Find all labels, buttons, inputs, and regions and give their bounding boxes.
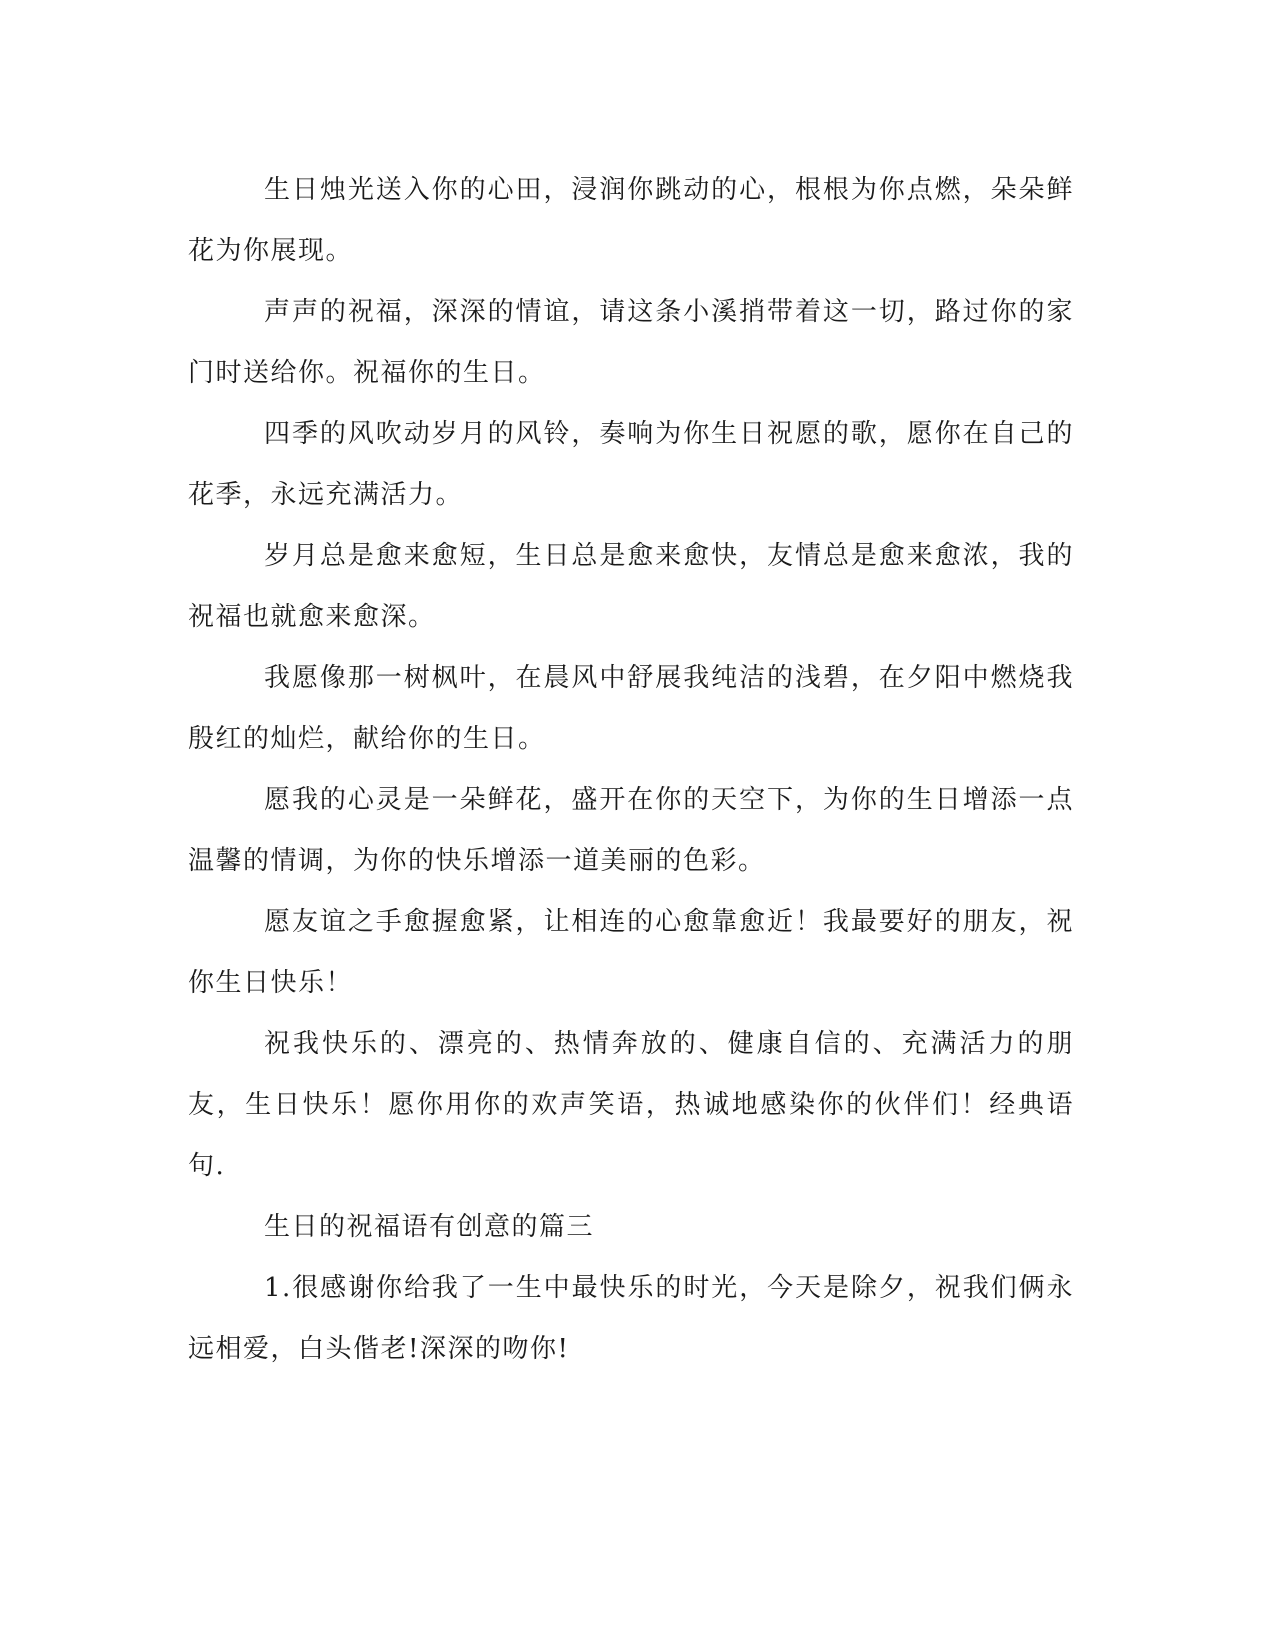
paragraph-1: 生日烛光送入你的心田，浸润你跳动的心，根根为你点燃，朵朵鲜花为你展现。 [188,175,1074,266]
paragraph-8: 祝我快乐的、漂亮的、热情奔放的、健康自信的、充满活力的朋友，生日快乐！愿你用你的欢声笑语，热诚地感染你的伙伴们！经典语句. [188,1029,1074,1181]
document-body [188,160,1074,1380]
paragraph-6: 愿我的心灵是一朵鲜花，盛开在你的天空下，为你的生日增添一点温馨的情调，为你的快乐增添一道美丽的色彩。 [188,785,1074,876]
paragraph-3: 四季的风吹动岁月的风铃，奏响为你生日祝愿的歌，愿你在自己的花季，永远充满活力。 [188,419,1074,510]
paragraph-7: 愿友谊之手愈握愈紧，让相连的心愈靠愈近！我最要好的朋友，祝你生日快乐！ [188,907,1074,998]
paragraph-9: 1.很感谢你给我了一生中最快乐的时光，今天是除夕，祝我们俩永远相爱，白头偕老!深深的吻你! [188,1273,1074,1364]
section-heading: 生日的祝福语有创意的篇三 [264,1212,595,1242]
paragraph-5: 我愿像那一树枫叶，在晨风中舒展我纯洁的浅碧，在夕阳中燃烧我殷红的灿烂，献给你的生日。 [188,663,1074,754]
paragraph-2: 声声的祝福，深深的情谊，请这条小溪捎带着这一切，路过你的家门时送给你。祝福你的生日。 [188,297,1074,388]
paragraph-4: 岁月总是愈来愈短，生日总是愈来愈快，友情总是愈来愈浓，我的祝福也就愈来愈深。 [188,541,1074,632]
